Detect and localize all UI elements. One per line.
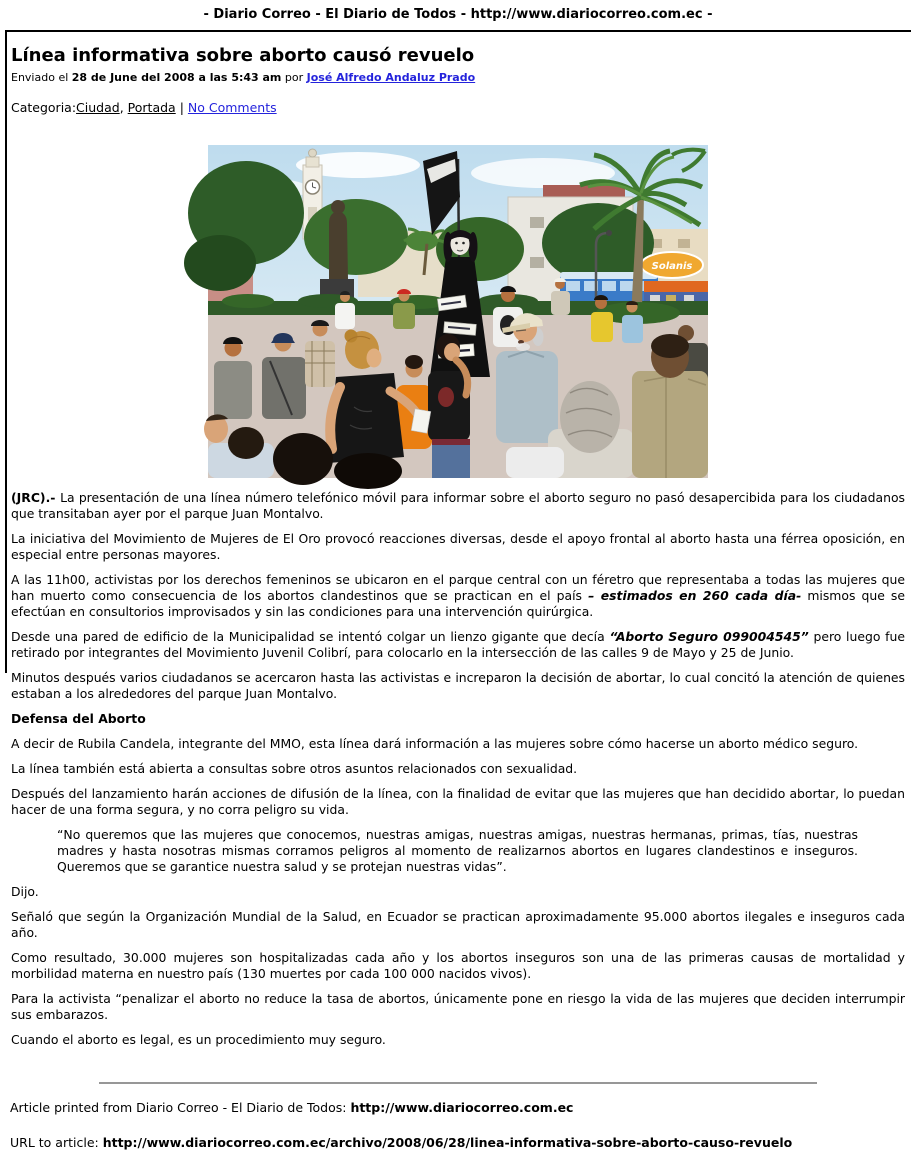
article-paragraph: Como resultado, 30.000 mujeres son hospitalizadas cada año y los abortos inseguros son una de las primeras causas de mortalidad y morbilidad materna en nuestro país (130 muertes por cada 100 000 nacidos vivos). [11, 949, 905, 981]
printed-from-label: Article printed from Diario Correo - El Diario de Todos: [10, 1099, 347, 1115]
article-subheading: Defensa del Aborto [11, 710, 146, 726]
author-link[interactable]: José Alfredo Andaluz Prado [306, 70, 476, 84]
photo-illustration [208, 145, 708, 478]
no-comments-link[interactable]: No Comments [187, 99, 277, 115]
url-to-article-url: http://www.diariocorreo.com.ec/archivo/2008/06/28/linea-informativa-sobre-aborto-causo-revuelo [102, 1134, 793, 1150]
category-link-portada[interactable]: Portada [127, 99, 176, 115]
article-meta [11, 71, 905, 84]
article-blockquote: “No queremos que las mujeres que conocemos, nuestras amigas, nuestras amigas, nuestras hermanas, primas, tías, nuestras madres y hasta nosotras mismas corramos peligros al momento de realizarnos abortos en lugares clandestinos e inseguros. Queremos que se garantice nuestra salud y se protejan nuestras vidas”. [57, 826, 858, 874]
article-paragraph: La iniciativa del Movimiento de Mujeres de El Oro provocó reacciones diversas, desde el apoyo frontal al aborto hasta una férrea oposición, en especial entre personas mayores. [11, 530, 905, 562]
article-paragraph: A decir de Rubila Candela, integrante del MMO, esta línea dará información a las mujeres sobre cómo hacerse un aborto médico seguro. [11, 735, 859, 751]
category-link-ciudad[interactable]: Ciudad [76, 99, 120, 115]
article-paragraph: La línea también está abierta a consultas sobre otros asuntos relacionados con sexualidad. [11, 760, 578, 776]
article-body [10, 490, 905, 1048]
foreground-center [506, 447, 564, 478]
printed-from-url: http://www.diariocorreo.com.ec [350, 1099, 574, 1115]
category-separator-comma: , [119, 99, 124, 115]
meta-by-label: por [284, 70, 304, 84]
category-label: Categoria: [11, 99, 77, 115]
article-photo [208, 145, 708, 478]
meta-sent-label: Enviado el [11, 70, 69, 84]
article-title: Línea informativa sobre aborto causó revuelo [11, 45, 475, 66]
url-to-article-line [0, 1135, 916, 1150]
url-to-article-label: URL to article: [10, 1134, 99, 1150]
article-paragraph: Señaló que según la Organización Mundial de la Salud, en Ecuador se practican aproximadamente 95.000 abortos ilegales e inseguros cada año. [11, 908, 905, 940]
category-line [11, 100, 905, 115]
article-paragraph: Cuando el aborto es legal, es un procedimiento muy seguro. [11, 1031, 386, 1047]
category-separator-pipe: | [179, 99, 184, 115]
article-paragraph: Dijo. [11, 883, 39, 899]
article-paragraph: A las 11h00, activistas por los derechos femeninos se ubicaron en el parque central con un féretro que representaba a todas las mujeres que han muerto como consecuencia de los abortos clandestinos que se practican en el país – estimados en 260 cada día- mismos que se efectúan en consultorios improvisados y sin las condiciones para una intervención quirúrgica. [11, 571, 906, 619]
article-frame [5, 30, 911, 1059]
article-paragraph: Minutos después varios ciudadanos se acercaron hasta las activistas e increparon la decisión de abortar, lo cual concitó la atención de quienes estaban a los alrededores del parque Juan Montalvo. [11, 669, 905, 701]
article-paragraph: Después del lanzamiento harán acciones de difusión de la línea, con la finalidad de evitar que las mujeres que han decidido abortar, lo puedan hacer de una forma segura, y no corra peligro su vida. [11, 785, 905, 817]
article-paragraph: Desde una pared de edificio de la Municipalidad se intentó colgar un lienzo gigante que decía “Aborto Seguro 099004545” pero luego fue retirado por integrantes del Movimiento Juvenil Colibrí, para colocarlo en la intersección de las calles 9 de Mayo y 25 de Junio. [11, 628, 905, 660]
frame-left-border [5, 32, 7, 673]
printed-from-line [0, 1100, 916, 1115]
site-header: - Diario Correo - El Diario de Todos - http://www.diariocorreo.com.ec - [203, 7, 713, 22]
meta-date: 28 de June del 2008 a las 5:43 am [71, 70, 282, 84]
footer-divider [99, 1082, 817, 1084]
article-paragraph: (JRC).- La presentación de una línea número telefónico móvil para informar sobre el aborto seguro no pasó desapercibida para los ciudadanos que transitaban ayer por el parque Juan Montalvo. [11, 489, 905, 521]
storefront-sign-text: Solanis [651, 260, 692, 272]
article-paragraph: Para la activista “penalizar el aborto no reduce la tasa de abortos, únicamente pone en riesgo la vida de las mujeres que deciden interrumpir sus embarazos. [11, 990, 905, 1022]
